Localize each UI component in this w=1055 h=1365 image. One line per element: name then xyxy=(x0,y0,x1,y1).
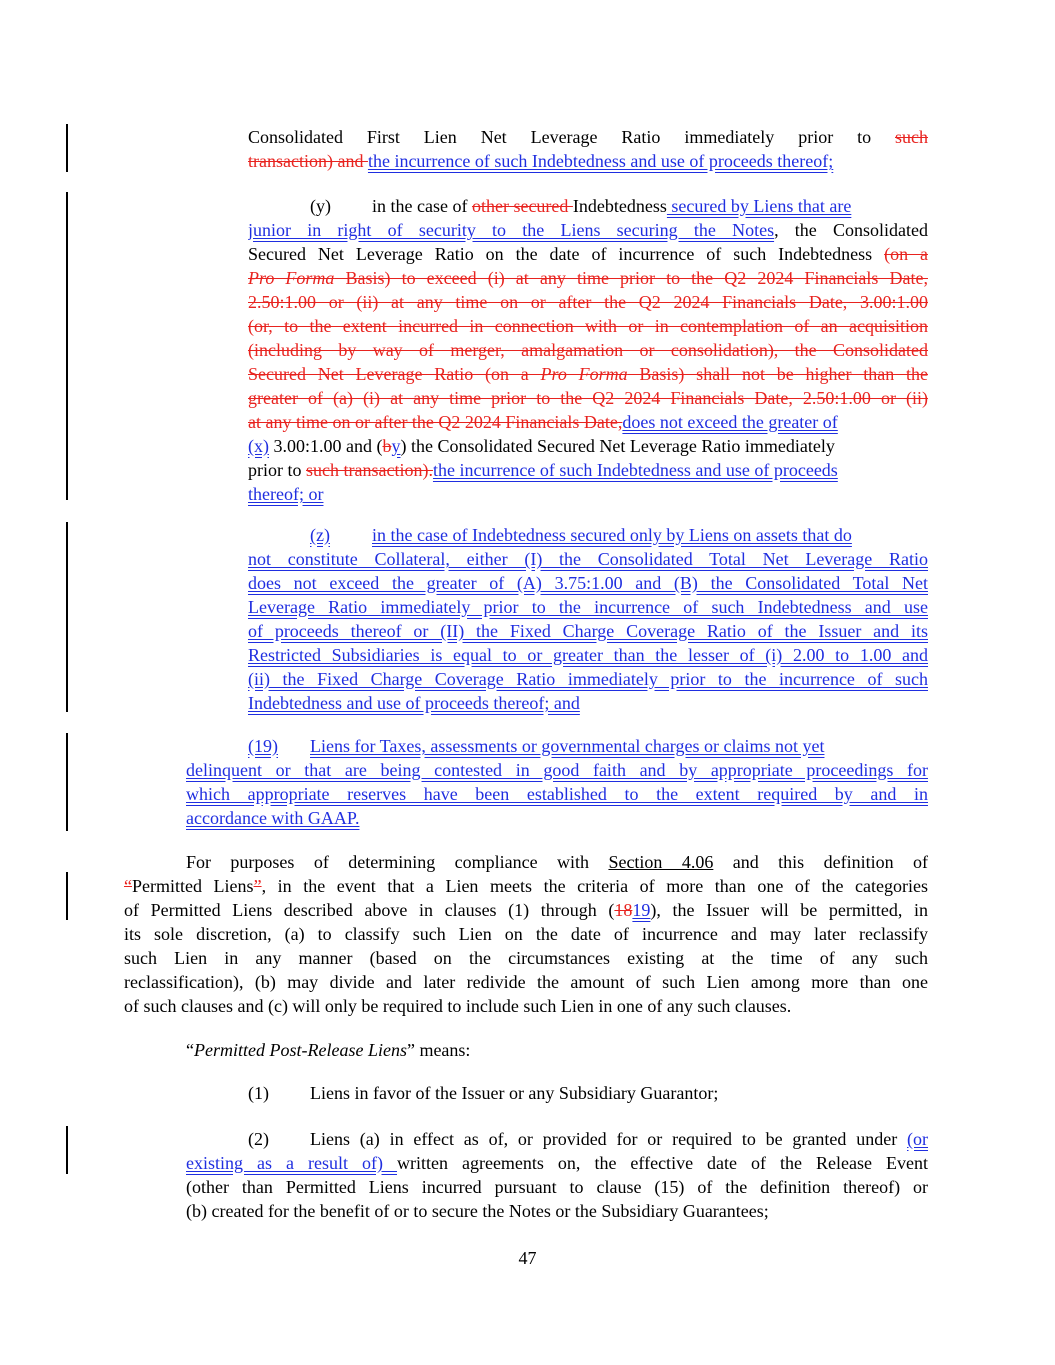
revision-bar xyxy=(66,733,68,831)
deleted-text: at any time on or after the Q2 2024 Financials Date, xyxy=(248,412,623,432)
deleted-text: greater of (a) (i) at any time prior to the Q2 2024 Financials Date, 2.50:1.00 or (ii) xyxy=(248,388,928,408)
clause-label: (1) xyxy=(248,1083,269,1103)
inserted-text: Restricted Subsidiaries is equal to or greater than the lesser of (i) 2.00 to 1.00 and xyxy=(248,645,928,665)
page-number: 47 xyxy=(518,1248,537,1268)
inserted-text: accordance with GAAP. xyxy=(186,808,360,828)
deleted-text: Secured Net Leverage Ratio (on a Pro Forma Basis) shall not be higher than the xyxy=(248,364,928,384)
inserted-text: thereof; or xyxy=(248,484,324,504)
deleted-text: (or, to the extent incurred in connection with or in contemplation of an acquisition xyxy=(248,316,928,336)
deleted-text: transaction) and xyxy=(248,151,368,171)
clause-label: (2) xyxy=(248,1129,269,1149)
inserted-text: the incurrence of such Indebtedness and use of proceeds xyxy=(432,460,838,480)
deleted-text: other secured xyxy=(471,196,573,216)
inserted-text: junior in right of security to the Liens securing the Notes xyxy=(248,220,775,240)
deleted-text: (on a xyxy=(884,244,928,264)
deleted-text: such transaction). xyxy=(306,460,433,480)
definition-heading: “Permitted Post-Release Liens” means: xyxy=(186,1040,471,1060)
inserted-text: Indebtedness and use of proceeds thereof; and xyxy=(248,693,580,713)
inserted-text: Leverage Ratio immediately prior to the incurrence of such Indebtedness and use xyxy=(248,597,928,617)
clause-label: (z) xyxy=(310,525,330,545)
inserted-text: y xyxy=(391,436,401,456)
defined-term: Permitted Post-Release Liens xyxy=(194,1040,407,1060)
inserted-text: secured by Liens that are xyxy=(666,196,852,216)
deleted-text: “ xyxy=(124,876,132,896)
inserted-text: of proceeds thereof or (II) the Fixed Charge Coverage Ratio of the Issuer and its xyxy=(248,621,928,641)
inserted-text: 19 xyxy=(632,900,651,920)
revision-bar xyxy=(66,522,68,712)
deleted-text: Pro Forma Basis) to exceed (i) at any time prior to the Q2 2024 Financials Date, xyxy=(248,268,928,288)
clause-z xyxy=(248,523,928,715)
clause-label: (19) xyxy=(248,736,278,756)
inserted-text: (or xyxy=(907,1129,928,1149)
section-reference: Section 4.06 xyxy=(608,852,714,872)
revision-bar xyxy=(66,872,68,920)
deleted-text: such xyxy=(895,127,928,147)
deleted-text: (including by way of merger, amalgamation or consolidation), the Consolidated xyxy=(248,340,928,360)
inserted-text: (ii) the Fixed Charge Coverage Ratio immediately prior to the incurrence of such xyxy=(248,669,928,689)
inserted-text: delinquent or that are being contested in good faith and by appropriate proceedings for xyxy=(186,760,928,780)
clause-19 xyxy=(186,734,928,830)
inserted-text: which appropriate reserves have been established to the extent required by and in xyxy=(186,784,928,804)
continuation-paragraph: Consolidated First Lien Net Leverage Ratio immediately prior to such transaction) and the incurrence of such Indebtedness and use of proceeds thereof; xyxy=(248,127,928,171)
inserted-text: (x) xyxy=(248,436,269,456)
inserted-text: does not exceed the greater of (A) 3.75:1.00 and (B) the Consolidated Total Net xyxy=(248,573,928,593)
inserted-text: existing as a result of) xyxy=(186,1153,397,1173)
inserted-text: not constitute Collateral, either (I) the Consolidated Total Net Leverage Ratio xyxy=(248,549,928,569)
revision-bar xyxy=(66,124,68,172)
deleted-text: b xyxy=(382,436,392,456)
clause-label: (y) xyxy=(310,196,331,216)
clause-y: (y) in the case of other secured Indebtedness secured by Liens that are junior in right of security to the Liens securing the Notes, the Consolidated Secured Net Leverage Ratio on the date of incurrence of such Indebtedness (on a Pro Forma Basis) to exceed (i) at any time prior to the Q2 2024 Financials Date, 2.50:1.00 or (ii) at any time on or after the Q2 2024 Financials Date, 3.00:1.00 (or, to the extent incurred in connection with or in contemplation of an acquisition (including by way of merger, amalgamation or consolidation), the Consolidated Secured Net Leverage Ratio (on a Pro Forma Basis) shall not be higher than the greater of (a) (i) at any time prior to the Q2 2024 Financials Date, 2.50:1.00 or (ii) at any time on or after the Q2 2024 Financials Date,does not exceed the greater of (x) 3.00:1.00 and (by) the Consolidated Secured Net Leverage Ratio immediately prior to such transaction).the incurrence of such Indebtedness and use of proceeds thereof; or xyxy=(248,196,928,504)
deleted-text: ” xyxy=(253,876,262,896)
revision-bar xyxy=(66,1126,68,1174)
inserted-text: Liens for Taxes, assessments or governmental charges or claims not yet xyxy=(310,736,825,756)
inserted-text: the incurrence of such Indebtedness and use of proceeds thereof; xyxy=(367,151,834,171)
purposes-paragraph: For purposes of determining compliance with Section 4.06 and this definition of “Permitted Liens”, in the event that a Lien meets the criteria of more than one of the categories of Permitted Liens described above in clauses (1) through (1819), the Issuer will be permitted, in its sole discretion, (a) to classify such Lien on the date of incurrence and may later reclassify such Lien in any manner (based on the circumstances existing at the time of any such reclassification), (b) may divide and later redivide the amount of such Lien among more than one of such clauses and (c) will only be required to include such Lien in one of any such clauses. xyxy=(124,852,928,1016)
inserted-text: in the case of Indebtedness secured only by Liens on assets that do xyxy=(372,525,852,545)
deleted-text: 2.50:1.00 or (ii) at any time on or after the Q2 2024 Financials Date, 3.00:1.00 xyxy=(248,292,928,312)
list-item: (2) Liens (a) in effect as of, or provided for or required to be granted under (or existing as a result of) written agreements on, the effective date of the Release Event (other than Permitted Liens incurred pursuant to clause (15) of the definition thereof) or (b) created for the benefit of or to secure the Notes or the Subsidiary Guarantees; xyxy=(186,1129,928,1221)
deleted-text: 18 xyxy=(614,900,633,920)
inserted-text: does not exceed the greater of xyxy=(622,412,838,432)
revision-bar xyxy=(66,192,68,500)
list-item: (1) Liens in favor of the Issuer or any Subsidiary Guarantor; xyxy=(248,1083,719,1103)
